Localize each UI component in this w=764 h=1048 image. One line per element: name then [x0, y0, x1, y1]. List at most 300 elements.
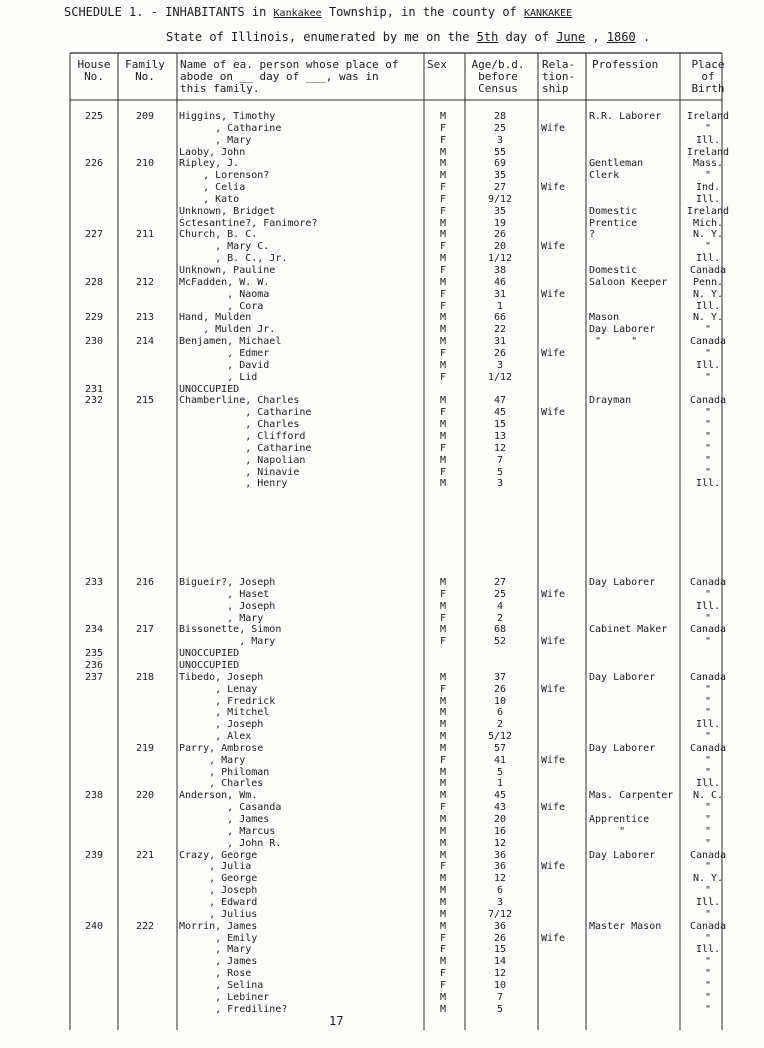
birth-place-cell: Ill.	[695, 301, 721, 312]
schedule-header-line2: State of Illinois, enumerated by me on the 5th day of June , 1860 .	[166, 30, 651, 44]
person-name-cell: , Casanda	[179, 802, 282, 813]
relationship-cell: Wife	[541, 289, 566, 300]
birth-place-cell: Ill.	[695, 360, 721, 371]
profession-cell: Mas. Carpenter	[589, 790, 674, 801]
house-no-cell: 229	[84, 312, 104, 323]
age-cell: 9/12	[487, 194, 513, 205]
sex-cell: M	[439, 419, 447, 430]
age-cell: 13	[493, 431, 507, 442]
person-name-cell: , Selina	[179, 980, 264, 991]
col-header-family: Family No.	[125, 58, 165, 83]
sex-cell: F	[439, 613, 447, 624]
person-name-cell: Hand, Mulden	[179, 312, 252, 323]
sex-cell: M	[439, 170, 447, 181]
person-name-cell: , Julius	[179, 909, 258, 920]
age-cell: 25	[493, 123, 507, 134]
age-cell: 6	[496, 885, 504, 896]
house-no-cell: 232	[84, 395, 104, 406]
birth-place-cell: "	[704, 838, 712, 849]
person-name-cell: , Lorenson?	[179, 170, 270, 181]
family-no-cell: 209	[135, 111, 155, 122]
sex-cell: M	[439, 312, 447, 323]
house-no-cell: 226	[84, 158, 104, 169]
sex-cell: M	[439, 885, 447, 896]
person-name-cell: , Mary	[179, 636, 276, 647]
age-cell: 14	[493, 956, 507, 967]
sex-cell: F	[439, 636, 447, 647]
person-name-cell: , Julia	[179, 861, 252, 872]
sex-cell: M	[439, 897, 447, 908]
sex-cell: F	[439, 206, 447, 217]
birth-place-cell: "	[704, 407, 712, 418]
birth-place-cell: "	[704, 755, 712, 766]
sex-cell: F	[439, 194, 447, 205]
person-name-cell: , John R.	[179, 838, 282, 849]
age-cell: 31	[493, 336, 507, 347]
age-cell: 5	[496, 1004, 504, 1015]
sex-cell: M	[439, 624, 447, 635]
birth-place-cell: "	[704, 861, 712, 872]
profession-cell: " "	[589, 336, 638, 347]
person-name-cell: , Mary	[179, 135, 252, 146]
age-cell: 1/12	[487, 253, 513, 264]
person-name-cell: Unknown, Bridget	[179, 206, 276, 217]
age-cell: 26	[493, 933, 507, 944]
age-cell: 69	[493, 158, 507, 169]
birth-place-cell: Canada	[689, 672, 727, 683]
sex-cell: F	[439, 802, 447, 813]
birth-place-cell: Ireland	[686, 111, 730, 122]
person-name-cell: , Cora	[179, 301, 264, 312]
birth-place-cell: Ill.	[695, 719, 721, 730]
house-no-cell: 234	[84, 624, 104, 635]
sex-cell: M	[439, 253, 447, 264]
person-name-cell: Morrin, James	[179, 921, 258, 932]
age-cell: 36	[493, 850, 507, 861]
age-cell: 5/12	[487, 731, 513, 742]
sex-cell: M	[439, 767, 447, 778]
birth-place-cell: "	[704, 372, 712, 383]
person-name-cell: , Ninavie	[179, 467, 300, 478]
sex-cell: F	[439, 241, 447, 252]
sex-cell: M	[439, 395, 447, 406]
birth-place-cell: "	[704, 636, 712, 647]
sex-cell: F	[439, 443, 447, 454]
sex-cell: F	[439, 861, 447, 872]
sex-cell: M	[439, 743, 447, 754]
birth-place-cell: "	[704, 348, 712, 359]
birth-place-cell: Ill.	[695, 601, 721, 612]
birth-place-cell: "	[704, 968, 712, 979]
profession-cell: Cabinet Maker	[589, 624, 668, 635]
birth-place-cell: "	[704, 767, 712, 778]
age-cell: 15	[493, 944, 507, 955]
person-name-cell: Benjamen, Michael	[179, 336, 282, 347]
age-cell: 57	[493, 743, 507, 754]
profession-cell: Day Laborer	[589, 743, 656, 754]
birth-place-cell: Ill.	[695, 478, 721, 489]
col-header-age: Age/b.d. before Census	[471, 58, 525, 95]
sex-cell: M	[439, 921, 447, 932]
person-name-cell: , Frediline?	[179, 1004, 288, 1015]
family-no-cell: 212	[135, 277, 155, 288]
person-name-cell: , Joseph	[179, 719, 264, 730]
person-name-cell: Church, B. C.	[179, 229, 258, 240]
birth-place-cell: "	[704, 455, 712, 466]
age-cell: 3	[496, 478, 504, 489]
age-cell: 20	[493, 241, 507, 252]
person-name-cell: , Charles	[179, 419, 300, 430]
person-name-cell: , Edward	[179, 897, 258, 908]
sex-cell: F	[439, 980, 447, 991]
header-state: State of Illinois, enumerated by me on the	[166, 30, 470, 44]
birth-place-cell: Ireland	[686, 147, 730, 158]
relationship-cell: Wife	[541, 589, 566, 600]
birth-place-cell: Canada	[689, 265, 727, 276]
sex-cell: M	[439, 577, 447, 588]
enum-month: June	[556, 30, 586, 44]
person-name-cell: , B. C., Jr.	[179, 253, 288, 264]
sex-cell: F	[439, 933, 447, 944]
person-name-cell: , Naoma	[179, 289, 270, 300]
county-name: KANKAKEE	[524, 8, 573, 19]
birth-place-cell: Mich.	[692, 218, 724, 229]
age-cell: 27	[493, 577, 507, 588]
sex-cell: M	[439, 336, 447, 347]
house-no-cell: 227	[84, 229, 104, 240]
sex-cell: M	[439, 360, 447, 371]
sex-cell: M	[439, 324, 447, 335]
person-name-cell: , Mary	[179, 944, 252, 955]
birth-place-cell: Canada	[689, 850, 727, 861]
person-name-cell: Unknown, Pauline	[179, 265, 276, 276]
sex-cell: F	[439, 407, 447, 418]
family-no-cell: 216	[135, 577, 155, 588]
person-name-cell: , Kato	[179, 194, 240, 205]
birth-place-cell: "	[704, 814, 712, 825]
age-cell: 3	[496, 360, 504, 371]
birth-place-cell: Ill.	[695, 944, 721, 955]
relationship-cell: Wife	[541, 802, 566, 813]
township-name: Kankakee	[273, 8, 322, 19]
family-no-cell: 217	[135, 624, 155, 635]
col-header-relation: Rela- tion- ship	[542, 58, 576, 95]
sex-cell: M	[439, 731, 447, 742]
age-cell: 3	[496, 135, 504, 146]
age-cell: 26	[493, 348, 507, 359]
birth-place-cell: Canada	[689, 743, 727, 754]
sex-cell: F	[439, 372, 447, 383]
birth-place-cell: "	[704, 170, 712, 181]
relationship-cell: Wife	[541, 755, 566, 766]
age-cell: 7/12	[487, 909, 513, 920]
profession-cell: Drayman	[589, 395, 632, 406]
profession-cell: Day Laborer	[589, 850, 656, 861]
relationship-cell: Wife	[541, 684, 566, 695]
birth-place-cell: "	[704, 123, 712, 134]
profession-cell: ?	[589, 229, 596, 240]
person-name-cell: , Celia	[179, 182, 246, 193]
birth-place-cell: "	[704, 992, 712, 1003]
house-no-cell: 230	[84, 336, 104, 347]
house-no-cell: 240	[84, 921, 104, 932]
person-name-cell: Laoby, John	[179, 147, 246, 158]
header-mid: Township, in the county of	[328, 5, 517, 19]
age-cell: 43	[493, 802, 507, 813]
person-name-cell: , Charles	[179, 778, 264, 789]
birth-place-cell: N. Y.	[692, 312, 724, 323]
birth-place-cell: "	[704, 885, 712, 896]
header-prefix: SCHEDULE 1. - INHABITANTS in	[64, 5, 267, 19]
age-cell: 22	[493, 324, 507, 335]
age-cell: 7	[496, 992, 504, 1003]
sex-cell: F	[439, 944, 447, 955]
birth-place-cell: Ill.	[695, 778, 721, 789]
sex-cell: M	[439, 696, 447, 707]
profession-cell: R.R. Laborer	[589, 111, 662, 122]
profession-cell: Apprentice	[589, 814, 650, 825]
sex-cell: F	[439, 289, 447, 300]
person-name-cell: Bissonette, Simon	[179, 624, 282, 635]
col-header-name: Name of ea. person whose place of abode on __ day of ___, was in this family.	[180, 58, 399, 95]
person-name-cell: Tibedo, Joseph	[179, 672, 264, 683]
birth-place-cell: Ireland	[686, 206, 730, 217]
birth-place-cell: Mass.	[692, 158, 724, 169]
birth-place-cell: "	[704, 802, 712, 813]
sex-cell: M	[439, 672, 447, 683]
birth-place-cell: N. Y.	[692, 229, 724, 240]
family-no-cell: 213	[135, 312, 155, 323]
birth-place-cell: N. Y.	[692, 289, 724, 300]
age-cell: 12	[493, 873, 507, 884]
birth-place-cell: "	[704, 431, 712, 442]
age-cell: 38	[493, 265, 507, 276]
house-no-cell: 239	[84, 850, 104, 861]
sex-cell: M	[439, 826, 447, 837]
sex-cell: M	[439, 719, 447, 730]
sex-cell: M	[439, 158, 447, 169]
person-name-cell: , Catharine	[179, 443, 312, 454]
person-name-cell: , Marcus	[179, 826, 276, 837]
sex-cell: F	[439, 755, 447, 766]
age-cell: 26	[493, 229, 507, 240]
person-name-cell: Sctesantine?, Fanimore?	[179, 218, 318, 229]
birth-place-cell: Ind.	[695, 182, 721, 193]
relationship-cell: Wife	[541, 636, 566, 647]
age-cell: 47	[493, 395, 507, 406]
person-name-cell: , Philoman	[179, 767, 270, 778]
birth-place-cell: Ill.	[695, 135, 721, 146]
family-no-cell: 215	[135, 395, 155, 406]
birth-place-cell: "	[704, 980, 712, 991]
age-cell: 35	[493, 170, 507, 181]
age-cell: 66	[493, 312, 507, 323]
birth-place-cell: "	[704, 443, 712, 454]
birth-place-cell: Canada	[689, 577, 727, 588]
age-cell: 52	[493, 636, 507, 647]
sex-cell: M	[439, 147, 447, 158]
person-name-cell: , David	[179, 360, 270, 371]
birth-place-cell: Canada	[689, 336, 727, 347]
person-name-cell: , Mitchel	[179, 707, 270, 718]
birth-place-cell: Canada	[689, 921, 727, 932]
age-cell: 27	[493, 182, 507, 193]
age-cell: 46	[493, 277, 507, 288]
age-cell: 36	[493, 921, 507, 932]
sex-cell: F	[439, 684, 447, 695]
person-name-cell: , Haset	[179, 589, 270, 600]
house-no-cell: 237	[84, 672, 104, 683]
birth-place-cell: "	[704, 826, 712, 837]
relationship-cell: Wife	[541, 241, 566, 252]
birth-place-cell: "	[704, 696, 712, 707]
age-cell: 12	[493, 968, 507, 979]
sex-cell: M	[439, 992, 447, 1003]
age-cell: 35	[493, 206, 507, 217]
sex-cell: F	[439, 135, 447, 146]
sex-cell: M	[439, 478, 447, 489]
age-cell: 7	[496, 455, 504, 466]
sex-cell: M	[439, 778, 447, 789]
person-name-cell: , George	[179, 873, 258, 884]
family-no-cell: 214	[135, 336, 155, 347]
family-no-cell: 218	[135, 672, 155, 683]
profession-cell: Prentice	[589, 218, 638, 229]
birth-place-cell: "	[704, 731, 712, 742]
birth-place-cell: "	[704, 589, 712, 600]
schedule-header-line1	[64, 5, 572, 19]
age-cell: 1	[496, 778, 504, 789]
person-name-cell: , Napolian	[179, 455, 306, 466]
birth-place-cell: "	[704, 613, 712, 624]
person-name-cell: Chamberline, Charles	[179, 395, 300, 406]
birth-place-cell: Canada	[689, 624, 727, 635]
age-cell: 5	[496, 767, 504, 778]
age-cell: 55	[493, 147, 507, 158]
age-cell: 15	[493, 419, 507, 430]
sex-cell: F	[439, 348, 447, 359]
sex-cell: M	[439, 455, 447, 466]
sex-cell: M	[439, 111, 447, 122]
person-name-cell: , Joseph	[179, 885, 258, 896]
birth-place-cell: Ill.	[695, 897, 721, 908]
sex-cell: M	[439, 850, 447, 861]
profession-cell: Gentleman	[589, 158, 644, 169]
sex-cell: M	[439, 1004, 447, 1015]
birth-place-cell: Ill.	[695, 253, 721, 264]
profession-cell: Domestic	[589, 206, 638, 217]
age-cell: 1/12	[487, 372, 513, 383]
profession-cell: Saloon Keeper	[589, 277, 668, 288]
house-no-cell: 238	[84, 790, 104, 801]
house-no-cell: 235	[84, 648, 104, 659]
family-no-cell: 210	[135, 158, 155, 169]
birth-place-cell: "	[704, 956, 712, 967]
person-name-cell: McFadden, W. W.	[179, 277, 270, 288]
house-no-cell: 236	[84, 660, 104, 671]
birth-place-cell: "	[704, 467, 712, 478]
person-name-cell: , James	[179, 814, 270, 825]
age-cell: 45	[493, 407, 507, 418]
person-name-cell: UNOCCUPIED	[179, 648, 240, 659]
age-cell: 20	[493, 814, 507, 825]
person-name-cell: UNOCCUPIED	[179, 384, 240, 395]
profession-cell: Day Laborer	[589, 324, 656, 335]
birth-place-cell: "	[704, 324, 712, 335]
birth-place-cell: "	[704, 241, 712, 252]
age-cell: 6	[496, 707, 504, 718]
relationship-cell: Wife	[541, 407, 566, 418]
age-cell: 2	[496, 719, 504, 730]
birth-place-cell: "	[704, 933, 712, 944]
sex-cell: F	[439, 301, 447, 312]
person-name-cell: , James	[179, 956, 258, 967]
person-name-cell: , Henry	[179, 478, 288, 489]
header-dayof: day of	[505, 30, 549, 44]
person-name-cell: , Mulden Jr.	[179, 324, 276, 335]
age-cell: 12	[493, 838, 507, 849]
col-header-house: House No.	[77, 58, 111, 83]
sex-cell: F	[439, 968, 447, 979]
birth-place-cell: Penn.	[692, 277, 724, 288]
sex-cell: M	[439, 956, 447, 967]
birth-place-cell: "	[704, 684, 712, 695]
person-name-cell: , Lid	[179, 372, 258, 383]
col-header-profession: Profession	[592, 58, 659, 71]
person-name-cell: Bigueir?, Joseph	[179, 577, 276, 588]
age-cell: 3	[496, 897, 504, 908]
age-cell: 31	[493, 289, 507, 300]
enum-year: 1860	[606, 30, 636, 44]
relationship-cell: Wife	[541, 933, 566, 944]
family-no-cell: 211	[135, 229, 155, 240]
sex-cell: M	[439, 707, 447, 718]
sex-cell: F	[439, 265, 447, 276]
age-cell: 45	[493, 790, 507, 801]
sex-cell: F	[439, 182, 447, 193]
sex-cell: M	[439, 431, 447, 442]
person-name-cell: Ripley, J.	[179, 158, 240, 169]
age-cell: 16	[493, 826, 507, 837]
family-no-cell: 220	[135, 790, 155, 801]
relationship-cell: Wife	[541, 348, 566, 359]
person-name-cell: , Mary	[179, 613, 264, 624]
person-name-cell: Higgins, Timothy	[179, 111, 276, 122]
person-name-cell: , Lenay	[179, 684, 258, 695]
age-cell: 36	[493, 861, 507, 872]
relationship-cell: Wife	[541, 123, 566, 134]
sex-cell: F	[439, 123, 447, 134]
birth-place-cell: "	[704, 909, 712, 920]
family-no-cell: 221	[135, 850, 155, 861]
person-name-cell: , Edmer	[179, 348, 270, 359]
person-name-cell: , Alex	[179, 731, 252, 742]
profession-cell: Day Laborer	[589, 577, 656, 588]
birth-place-cell: "	[704, 707, 712, 718]
sex-cell: F	[439, 589, 447, 600]
age-cell: 19	[493, 218, 507, 229]
age-cell: 2	[496, 613, 504, 624]
birth-place-cell: Canada	[689, 395, 727, 406]
sex-cell: M	[439, 218, 447, 229]
age-cell: 10	[493, 980, 507, 991]
age-cell: 37	[493, 672, 507, 683]
person-name-cell: , Mary	[179, 755, 246, 766]
person-name-cell: , Lebiner	[179, 992, 270, 1003]
col-header-birth: Place of Birth	[691, 58, 725, 95]
age-cell: 5	[496, 467, 504, 478]
age-cell: 25	[493, 589, 507, 600]
